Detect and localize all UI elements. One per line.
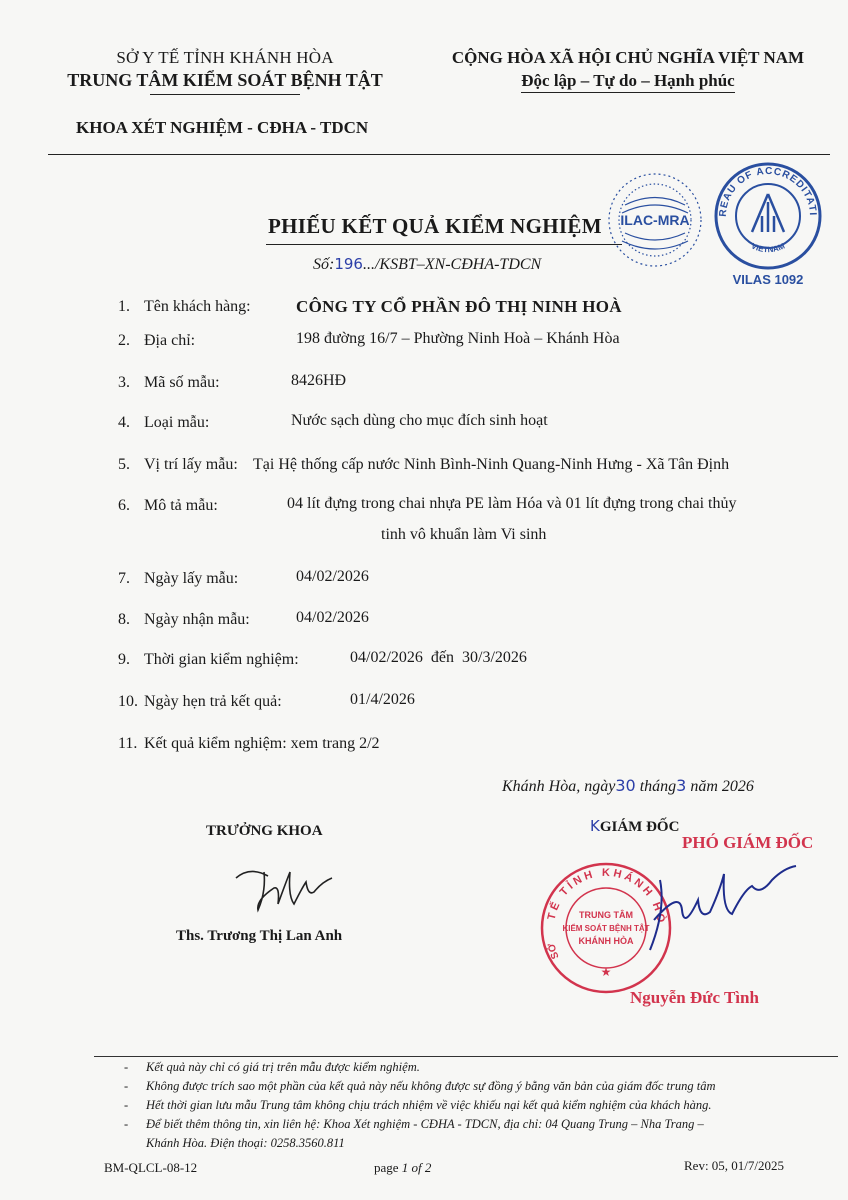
field-row-sample-type: 4. Loại mẫu: <box>118 414 210 431</box>
customer-name: CÔNG TY CỔ PHẦN ĐÔ THỊ NINH HOÀ <box>296 297 622 316</box>
org-underline <box>150 94 300 95</box>
director-title: KGIÁM ĐỐC <box>590 817 680 835</box>
org-line2: TRUNG TÂM KIỂM SOÁT BỆNH TẬT <box>67 70 383 90</box>
field-row-location: 5. Vị trí lấy mẫu: <box>118 456 238 473</box>
title-underline <box>266 244 622 245</box>
seal-center-3: KHÁNH HÒA <box>578 936 634 946</box>
field-label: Kết quả kiểm nghiệm: <box>144 735 287 752</box>
footer-note: - Không được trích sao một phần của kết quả này nếu không được sự đồng ý bằng văn bản của giám đốc trung tâm <box>124 1077 824 1096</box>
motto: Độc lập – Tự do – Hạnh phúc <box>521 71 734 93</box>
sample-code-value: 8426HĐ <box>291 372 347 389</box>
number-prefix: Số: <box>313 256 335 273</box>
seal-ring-text: Y TẾ TỈNH KHÁNH HÒA <box>530 849 668 927</box>
field-row-received-date: 8. Ngày nhận mẫu: <box>118 611 250 628</box>
field-row-description: 6. Mô tả mẫu: <box>118 497 218 514</box>
seal-center-1: TRUNG TÂM <box>579 910 633 920</box>
field-label: Ngày hẹn trả kết quả: <box>144 693 282 710</box>
footer-divider <box>94 1056 838 1057</box>
number-suffix: /KSBT–XN-CĐHA-TDCN <box>374 256 542 273</box>
director-signature <box>620 850 800 960</box>
director-name: Nguyễn Đức Tình <box>630 988 759 1007</box>
sample-type-value: Nước sạch dùng cho mục đích sinh hoạt <box>291 412 548 429</box>
deputy-director-title: PHÓ GIÁM ĐỐC <box>682 833 814 852</box>
header-org <box>60 48 390 95</box>
seal-center-2: KIỂM SOÁT BỆNH TẬT <box>562 924 650 933</box>
sampling-date-value: 04/02/2026 <box>296 568 369 585</box>
test-period-value: 04/02/2026 đến 30/3/2026 <box>350 649 527 666</box>
header-republic <box>438 48 818 93</box>
vilas-code: VILAS 1092 <box>732 272 804 287</box>
sign-month: 3 <box>676 776 687 795</box>
field-label: Địa chỉ: <box>144 332 196 349</box>
footer-notes <box>124 1058 824 1153</box>
head-of-dept-signature <box>228 852 338 922</box>
page-number: page 1 of 2 <box>374 1160 432 1175</box>
field-row-test-period: 9. Thời gian kiểm nghiệm: <box>118 651 299 668</box>
field-label: Ngày nhận mẫu: <box>144 611 250 628</box>
ilac-mra-logo <box>600 165 710 275</box>
footer-note: - Để biết thêm thông tin, xin liên hệ: Khoa Xét nghiệm - CĐHA - TDCN, địa chỉ: 04 Quang Trung – Nha Trang – <box>124 1115 824 1134</box>
field-label: Mã số mẫu: <box>144 374 220 391</box>
description-value: 04 lít đựng trong chai nhựa PE làm Hóa và 01 lít đựng trong chai thủy <box>287 495 737 512</box>
revision: Rev: 05, 01/7/2025 <box>684 1158 785 1173</box>
number-handwritten: 196 <box>334 255 363 273</box>
head-of-dept-title: TRƯỞNG KHOA <box>206 823 323 839</box>
document-title: PHIẾU KẾT QUẢ KIỂM NGHIỆM <box>268 214 602 238</box>
republic-title: CỘNG HÒA XÃ HỘI CHỦ NGHĨA VIỆT NAM <box>451 48 805 67</box>
field-row-address: 2. Địa chỉ: <box>118 332 196 349</box>
field-row-customer: 1. Tên khách hàng: <box>118 298 251 315</box>
location-value: Tại Hệ thống cấp nước Ninh Bình-Ninh Quang-Ninh Hưng - Xã Tân Định <box>253 456 730 473</box>
header-divider <box>48 154 830 155</box>
seal-left-text: SỞ <box>546 942 562 961</box>
field-label: Mô tả mẫu: <box>144 497 218 514</box>
result-value: xem trang 2/2 <box>290 735 380 752</box>
director-mark: K <box>590 817 600 835</box>
seal-star-icon: ★ <box>600 965 612 979</box>
boa-logo <box>707 152 824 288</box>
field-row-sampling-date: 7. Ngày lấy mẫu: <box>118 570 239 587</box>
head-of-dept-name: Ths. Trương Thị Lan Anh <box>176 928 343 944</box>
boa-text: BUREAU OF ACCREDITATION <box>707 152 819 218</box>
footer-note: - Hết thời gian lưu mẫu Trung tâm không chịu trách nhiệm về việc khiếu nại kết quả kiểm nghiệm của khách hàng. <box>124 1096 824 1115</box>
field-row-result: 11. Kết quả kiểm nghiệm: xem trang 2/2 <box>118 735 380 752</box>
field-label: Tên khách hàng: <box>144 298 251 315</box>
field-label: Vị trí lấy mẫu: <box>144 456 238 473</box>
footer-note: - Kết quả này chỉ có giá trị trên mẫu được kiểm nghiệm. <box>124 1058 824 1077</box>
field-label: Ngày lấy mẫu: <box>144 570 239 587</box>
address-value: 198 đường 16/7 – Phường Ninh Hoà – Khánh Hòa <box>296 330 620 347</box>
field-label: Thời gian kiểm nghiệm: <box>144 651 299 668</box>
field-row-return-date: 10. Ngày hẹn trả kết quả: <box>118 693 282 710</box>
field-label: Loại mẫu: <box>144 414 210 431</box>
org-line1: SỞ Y TẾ TỈNH KHÁNH HÒA <box>116 48 334 67</box>
footer-note-cont: Khánh Hòa. Điện thoại: 0258.3560.811 <box>146 1136 345 1150</box>
received-date-value: 04/02/2026 <box>296 609 369 626</box>
ilac-text: ILAC-MRA <box>620 212 690 228</box>
form-code: BM-QLCL-08-12 <box>104 1160 198 1175</box>
boa-emblem <box>752 194 784 232</box>
sign-day: 30 <box>615 776 636 795</box>
return-date-value: 01/4/2026 <box>350 691 415 708</box>
document-number: Số:196.../KSBT–XN-CĐHA-TDCN <box>313 255 542 273</box>
boa-country: VIETNAM <box>749 241 787 255</box>
svg-text:VIETNAM <box>750 241 787 254</box>
sign-date: Khánh Hòa, ngày30 tháng3 năm 2026 <box>502 776 754 795</box>
department-name: KHOA XÉT NGHIỆM - CĐHA - TDCN <box>76 118 369 137</box>
field-row-sample-code: 3. Mã số mẫu: <box>118 374 220 391</box>
description-value-cont: tinh vô khuẩn làm Vi sinh <box>381 526 547 543</box>
